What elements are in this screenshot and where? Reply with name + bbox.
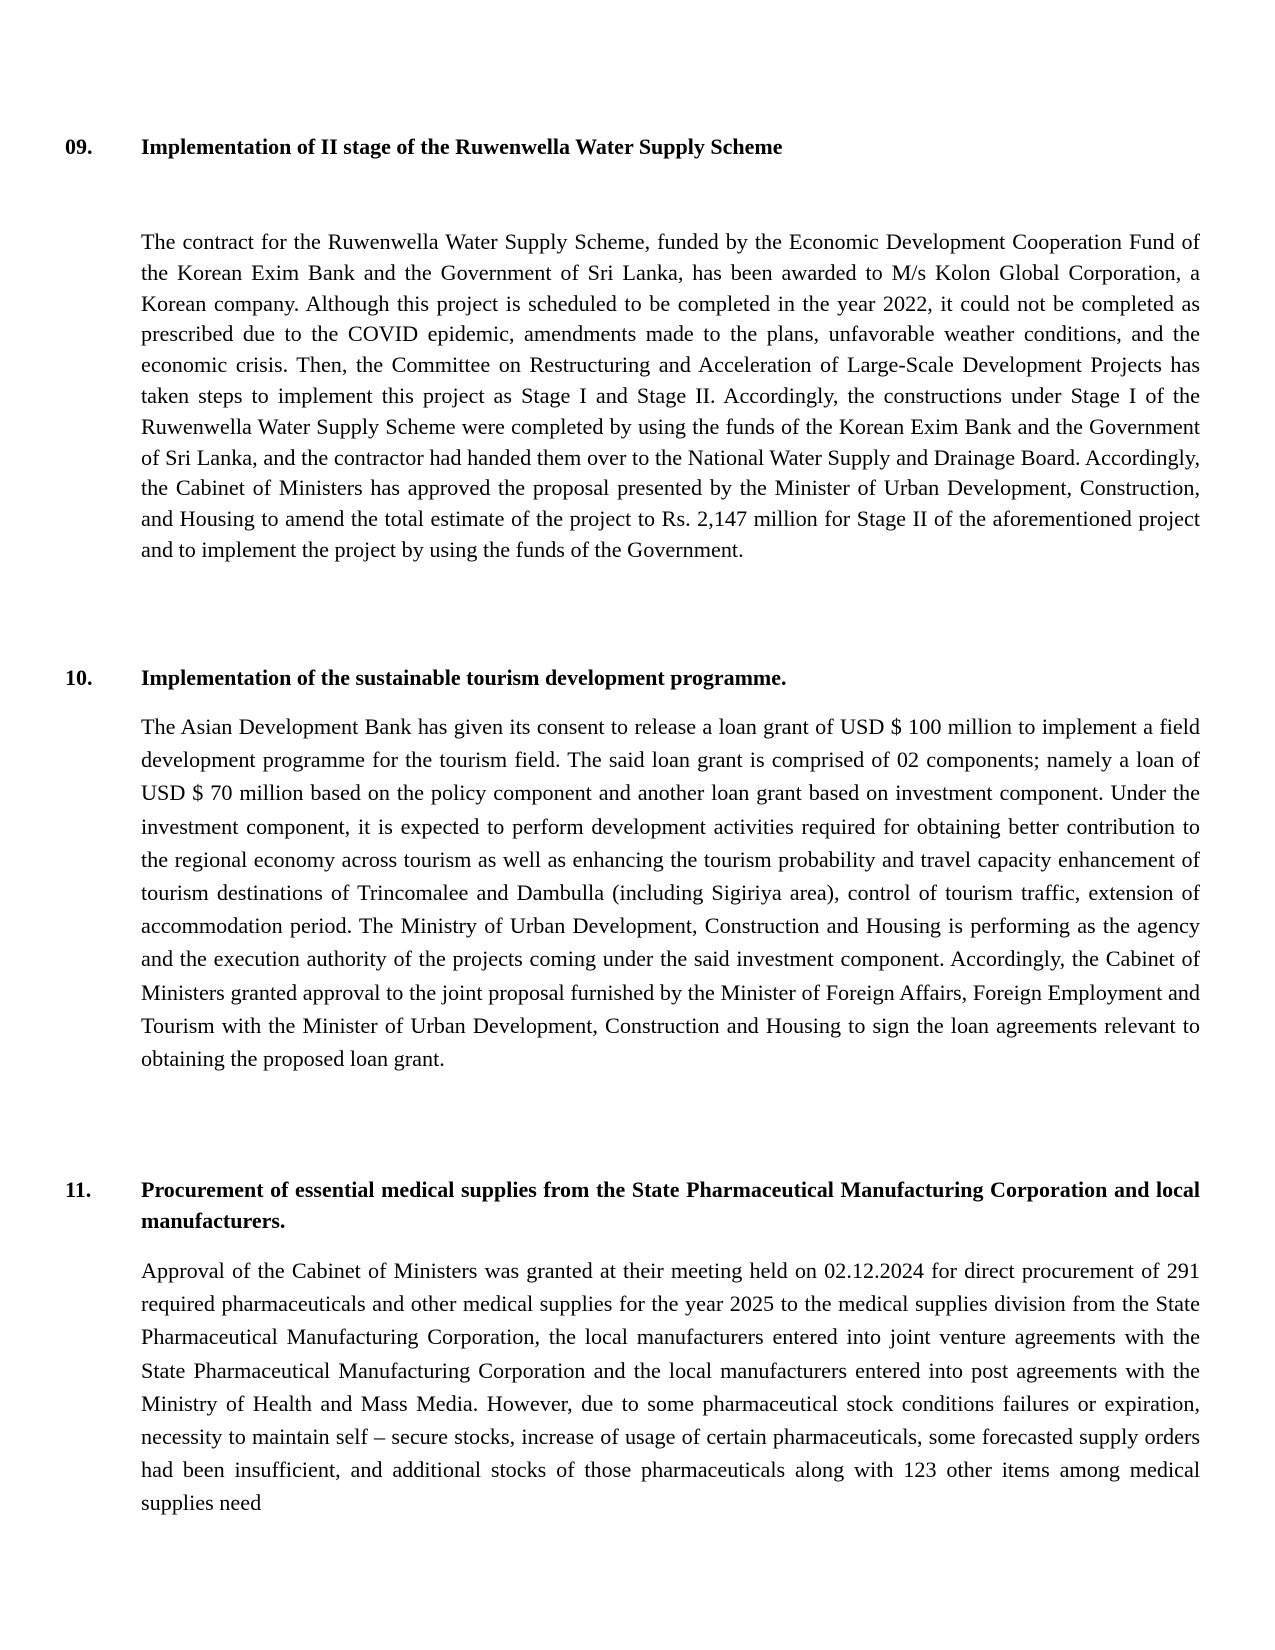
section-number: 11. — [65, 1177, 92, 1202]
section-body: The Asian Development Bank has given its consent to release a loan grant of USD $ 100 million to implement a field development programme for the tourism field. The said loan grant is comprised of 02 components; namely a loan of USD $ 70 million based on the policy component and another loan grant based on investment component. Under the investment component, it is expected to perform development activities required for obtaining better contribution to the regional economy across tourism as well as enhancing the tourism probability and travel capacity enhancement of tourism destinations of Trincomalee and Dambulla (including Sigiriya area), control of tourism traffic, extension of accommodation period. The Ministry of Urban Development, Construction and Housing is performing as the agency and the execution authority of the projects coming under the said investment component. Accordingly, the Cabinet of Ministers granted approval to the joint proposal furnished by the Minister of Foreign Affairs, Foreign Employment and Tourism with the Minister of Urban Development, Construction and Housing to sign the loan agreements relevant to obtaining the proposed loan grant. — [141, 714, 1200, 1072]
section-title: Implementation of II stage of the Ruwenwella Water Supply Scheme — [141, 134, 783, 159]
section-body: Approval of the Cabinet of Ministers was granted at their meeting held on 02.12.2024 for direct procurement of 291 required pharmaceuticals and other medical supplies for the year 2025 to the medical supplies division from the State Pharmaceutical Manufacturing Corporation, the local manufacturers entered into joint venture agreements with the State Pharmaceutical Manufacturing Corporation and the local manufacturers entered into post agreements with the Ministry of Health and Mass Media. However, due to some pharmaceutical stock conditions failures or expiration, necessity to maintain self – secure stocks, increase of usage of certain pharmaceuticals, some forecasted supply orders had been insufficient, and additional stocks of those pharmaceuticals along with 123 other items among medical supplies need — [141, 1258, 1200, 1516]
section-title: Procurement of essential medical supplies from the State Pharmaceutical Manufacturing Corporation and local manufacturers. — [141, 1177, 1200, 1233]
section-title: Implementation of the sustainable tourism development programme. — [141, 665, 787, 690]
section-number: 10. — [65, 665, 93, 690]
section-body: The contract for the Ruwenwella Water Supply Scheme, funded by the Economic Development Cooperation Fund of the Korean Exim Bank and the Government of Sri Lanka, has been awarded to M/s Kolon Global Corporation, a Korean company. Although this project is scheduled to be completed in the year 2022, it could not be completed as prescribed due to the COVID epidemic, amendments made to the plans, unfavorable weather conditions, and the economic crisis. Then, the Committee on Restructuring and Acceleration of Large-Scale Development Projects has taken steps to implement this project as Stage I and Stage II. Accordingly, the constructions under Stage I of the Ruwenwella Water Supply Scheme were completed by using the funds of the Korean Exim Bank and the Government of Sri Lanka, and the contractor had handed them over to the National Water Supply and Drainage Board. Accordingly, the Cabinet of Ministers has approved the proposal presented by the Minister of Urban Development, Construction, and Housing to amend the total estimate of the project to Rs. 2,147 million for Stage II of the aforementioned project and to implement the project by using the funds of the Government. — [141, 229, 1200, 562]
section-number: 09. — [65, 134, 93, 159]
